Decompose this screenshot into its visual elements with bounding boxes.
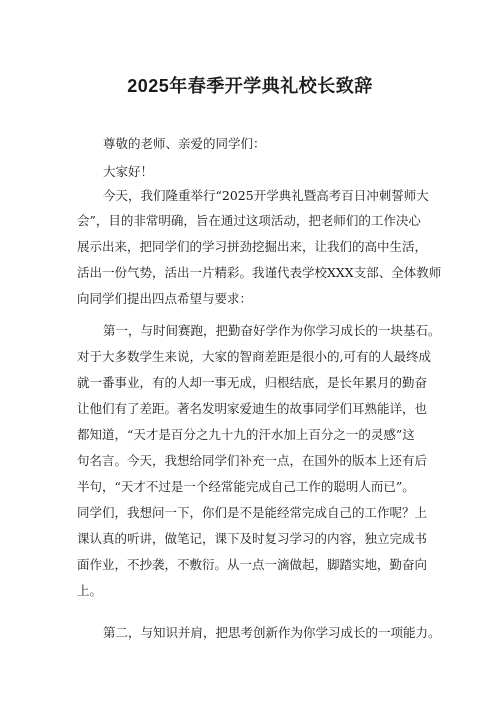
paragraph-2-line: 都知道，“天才是百分之九十九的汗水加上百分之一的灵感”这 xyxy=(77,427,415,442)
paragraph-2-line: 同学们，我想问一下，你们是不是能经常完成自己的工作呢？上 xyxy=(77,505,428,520)
paragraph-1-line: 展示出来，把同学们的学习拼劲挖掘出来，让我们的高中生活， xyxy=(77,239,428,254)
paragraph-2-line: 第一，与时间赛跑，把勤奋好学作为你学习成长的一块基石。 xyxy=(103,323,441,338)
paragraph-3-line: 第二，与知识并肩，把思考创新作为你学习成长的一项能力。 xyxy=(103,625,441,640)
paragraph-2-line: 句名言。今天，我想给同学们补充一点，在国外的版本上还有后 xyxy=(77,453,428,468)
paragraph-2-line: 对于大多数学生来说，大家的智商差距是很小的,可有的人最终成 xyxy=(77,349,431,364)
paragraph-1-line: 活出一份气势，活出一片精彩。我谨代表学校XXX支部、全体教师 xyxy=(77,265,442,280)
paragraph-1-line: 今天，我们隆重举行“2025开学典礼暨高考百日冲刺誓师大 xyxy=(103,188,429,203)
paragraph-2-line: 半句，“天才不过是一个经常能完成自己工作的聪明人而已”。 xyxy=(77,479,415,494)
paragraph-2-line: 就一番事业，有的人却一事无成，归根结底，是长年累月的勤奋 xyxy=(77,375,428,390)
greeting-line: 尊敬的老师、亲爱的同学们： xyxy=(103,136,266,151)
paragraph-2-line: 让他们有了差距。著名发明家爱迪生的故事同学们耳熟能详，也 xyxy=(77,401,428,416)
paragraph-2-line: 上。 xyxy=(77,583,103,598)
hello-line: 大家好！ xyxy=(103,164,154,179)
paragraph-1-line: 向同学们提出四点希望与要求： xyxy=(77,291,253,306)
document-title: 2025年春季开学典礼校长致辞 xyxy=(127,76,373,96)
paragraph-1-line: 会”，目的非常明确，旨在通过这项活动，把老师们的工作决心 xyxy=(77,213,421,228)
paragraph-2-line: 课认真的听讲，做笔记，课下及时复习学习的内容，独立完成书 xyxy=(77,531,428,546)
paragraph-2-line: 面作业，不抄袭，不敷衍。从一点一滴做起，脚踏实地，勤奋向 xyxy=(77,557,428,572)
